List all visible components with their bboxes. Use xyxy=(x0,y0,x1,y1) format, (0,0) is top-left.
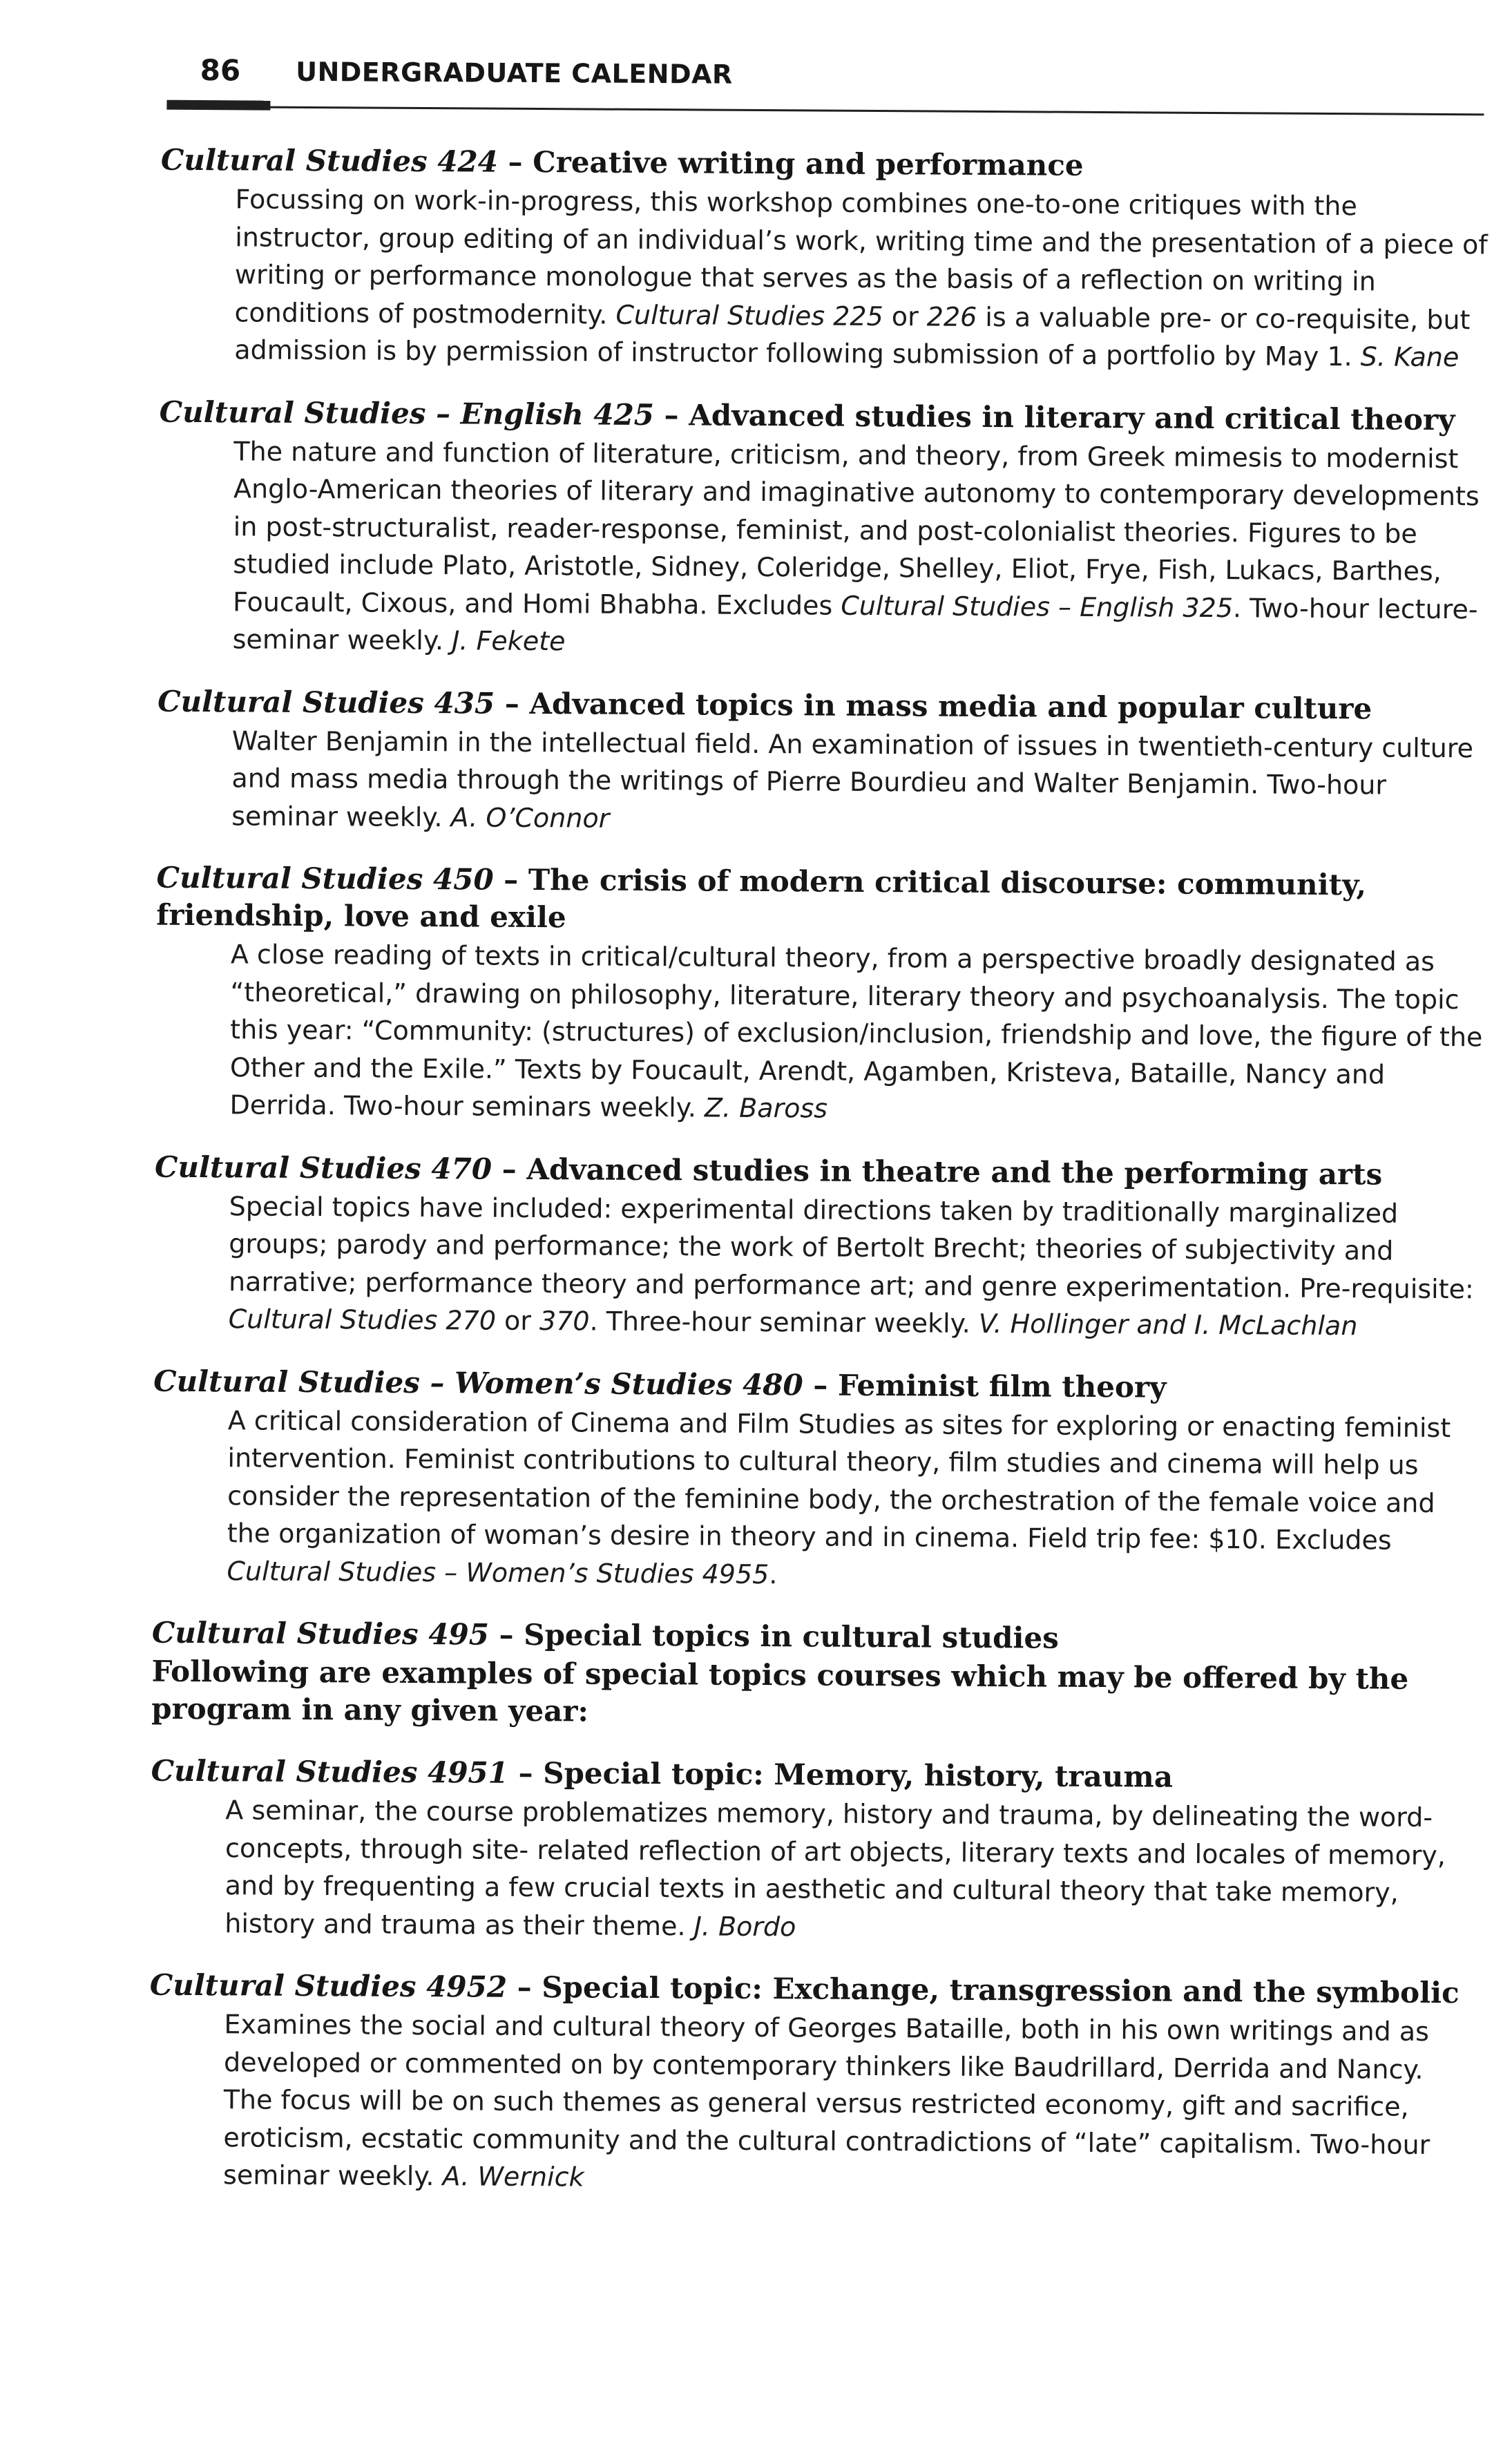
course-instructor: Z. Baross xyxy=(704,1092,828,1124)
course-code: Cultural Studies 470 xyxy=(154,1150,492,1186)
special-topics-entry xyxy=(151,1614,1482,1736)
course-title: The crisis of modern critical discourse: community, friendship, love and exile xyxy=(156,862,1367,935)
course-heading: Cultural Studies – English 425 – Advanced studies in literary and critical theory xyxy=(159,394,1455,437)
course-code: Cultural Studies 495 xyxy=(151,1615,490,1652)
course-code: Cultural Studies – English 425 xyxy=(159,394,655,432)
course-entry xyxy=(149,1967,1480,2202)
course-entry xyxy=(150,1753,1481,1950)
course-code: Cultural Studies – Women’s Studies 480 xyxy=(153,1364,803,1402)
course-description: The nature and function of literature, criticism, and theory, from Greek mimesis to modernist Anglo-American theories of literary and imaginative autonomy to contemporary developments in post-structuralist, reader-response, feminist, and post-colonialist theories. Figures to be studied include Plato, Aristotle, Sidney, Coleridge, Shelley, Eliot, Frye, Fish, Lukacs, Barthes, Foucault, Cixous, and Homi Bhabha. Excludes Cultural Studies – English 325. Two-hour lecture-seminar weekly. J. Fekete xyxy=(232,435,1480,657)
running-title: UNDERGRADUATE CALENDAR xyxy=(296,56,733,90)
course-instructor: J. Fekete xyxy=(452,625,566,657)
course-reference: 370 xyxy=(539,1306,590,1337)
course-entry xyxy=(160,142,1491,376)
course-instructor: S. Kane xyxy=(1360,341,1460,373)
course-title: Advanced studies in theatre and the performing arts xyxy=(526,1152,1383,1192)
course-description: A critical consideration of Cinema and Film Studies as sites for exploring or enacting feminist intervention. Feminist contributions to cultural theory, film studies and cinema will help us consider the representation of the feminine body, the orchestration of the female voice and the organization of woman’s desire in theory and in cinema. Field trip fee: $10. Excludes Cultural Studies – Women’s Studies 4955. xyxy=(227,1404,1451,1590)
course-heading: Cultural Studies 424 – Creative writing and performance xyxy=(160,142,1084,182)
page-number: 86 xyxy=(200,53,241,88)
course-description: Special topics have included: experimental directions taken by traditionally marginalized groups; parody and performance; the work of Bertolt Brecht; theories of subjectivity and narrative; performance theory and performance art; and genre experimentation. Pre-requisite: Cultural Studies 270 or 370. Three-hour seminar weekly. V. Hollinger and I. McLachlan xyxy=(228,1190,1474,1342)
course-reference: Cultural Studies 225 xyxy=(615,299,883,332)
course-code: Cultural Studies 450 xyxy=(156,860,494,897)
course-heading: Cultural Studies 450 – The crisis of modern critical discourse: community, friendship, love and exile xyxy=(156,860,1367,935)
course-reference: Cultural Studies 270 xyxy=(228,1304,497,1336)
course-instructor: J. Bordo xyxy=(693,1910,796,1942)
course-title: Special topic: Exchange, transgression and the symbolic xyxy=(542,1970,1460,2010)
course-entry xyxy=(154,1148,1485,1346)
course-instructor: V. Hollinger and I. McLachlan xyxy=(978,1308,1358,1342)
course-code: Cultural Studies 424 xyxy=(160,142,499,179)
course-heading: Cultural Studies 470 – Advanced studies in theatre and the performing arts xyxy=(154,1150,1383,1192)
course-heading: Cultural Studies 495 – Special topics in cultural studies xyxy=(151,1615,1059,1655)
header-rule xyxy=(166,106,1484,116)
course-instructor: A. O’Connor xyxy=(450,801,610,834)
course-heading: Cultural Studies 4951 – Special topic: Memory, history, trauma xyxy=(151,1753,1174,1794)
course-reference: Cultural Studies – Women’s Studies 4955 xyxy=(227,1555,769,1590)
course-title: Feminist film theory xyxy=(837,1368,1167,1404)
course-entry xyxy=(155,859,1486,1132)
course-heading: Cultural Studies – Women’s Studies 480 – Feminist film theory xyxy=(153,1364,1167,1404)
course-listing xyxy=(149,142,1491,2226)
course-description: Walter Benjamin in the intellectual field. An examination of issues in twentieth-century culture and mass media through the writings of Pierre Bourdieu and Walter Benjamin. Two-hour seminar weekly. A. O’Connor xyxy=(231,725,1474,834)
course-reference: 226 xyxy=(926,301,977,332)
course-title: Special topic: Memory, history, trauma xyxy=(543,1756,1174,1794)
course-description: A seminar, the course problematizes memory, history and trauma, by delineating the word-concepts, through site- related reflection of art objects, literary texts and locales of memory, and by frequenting a few crucial texts in aesthetic and cultural theory that take memory, history and trauma as their theme. J. Bordo xyxy=(224,1795,1446,1942)
course-description: Focussing on work-in-progress, this workshop combines one-to-one critiques with the instructor, group editing of an individual’s work, writing time and the presentation of a piece of writing or performance monologue that serves as the basis of a reflection on writing in conditions of postmodernity. Cultural Studies 225 or 226 is a valuable pre- or co-requisite, but admission is by permission of instructor following submission of a portfolio by May 1. S. Kane xyxy=(234,184,1488,373)
course-reference: Cultural Studies – English 325 xyxy=(841,590,1234,623)
course-description: A close reading of texts in critical/cultural theory, from a perspective broadly designated as “theoretical,” drawing on philosophy, literature, literary theory and psychoanalysis. The topic this year: “Community: (structures) of exclusion/inclusion, friendship and love, the figure of the Other and the Exile.” Texts by Foucault, Arendt, Agamben, Kristeva, Bataille, Nancy and Derrida. Two-hour seminars weekly. Z. Baross xyxy=(229,939,1483,1124)
course-code: Cultural Studies 435 xyxy=(157,684,495,721)
course-heading: Cultural Studies 4952 – Special topic: Exchange, transgression and the symbolic xyxy=(149,1967,1460,2010)
course-title: Advanced topics in mass media and popular culture xyxy=(529,686,1372,725)
course-instructor: A. Wernick xyxy=(442,2161,584,2193)
page-header xyxy=(200,53,733,90)
course-title: Special topics in cultural studies xyxy=(524,1617,1059,1655)
course-title: Advanced studies in literary and critical theory xyxy=(689,397,1455,437)
course-description: Examines the social and cultural theory of Georges Bataille, both in his own writings and as developed or commented on by contemporary thinkers like Baudrillard, Derrida and Nancy. The focus will be on such themes as general versus restricted economy, gift and sacrifice, eroticism, ecstatic community and the cultural contradictions of “late” capitalism. Two-hour seminar weekly. A. Wernick xyxy=(223,2009,1430,2193)
course-entry xyxy=(158,393,1489,666)
course-entry xyxy=(157,683,1487,842)
course-title: Creative writing and performance xyxy=(533,144,1084,182)
special-topics-note: Following are examples of special topics courses which may be offered by the program in any given year: xyxy=(151,1654,1409,1728)
course-heading: Cultural Studies 435 – Advanced topics in mass media and popular culture xyxy=(157,684,1372,725)
course-code: Cultural Studies 4952 xyxy=(149,1967,508,2004)
course-entry xyxy=(152,1362,1483,1597)
course-code: Cultural Studies 4951 xyxy=(151,1753,509,1790)
